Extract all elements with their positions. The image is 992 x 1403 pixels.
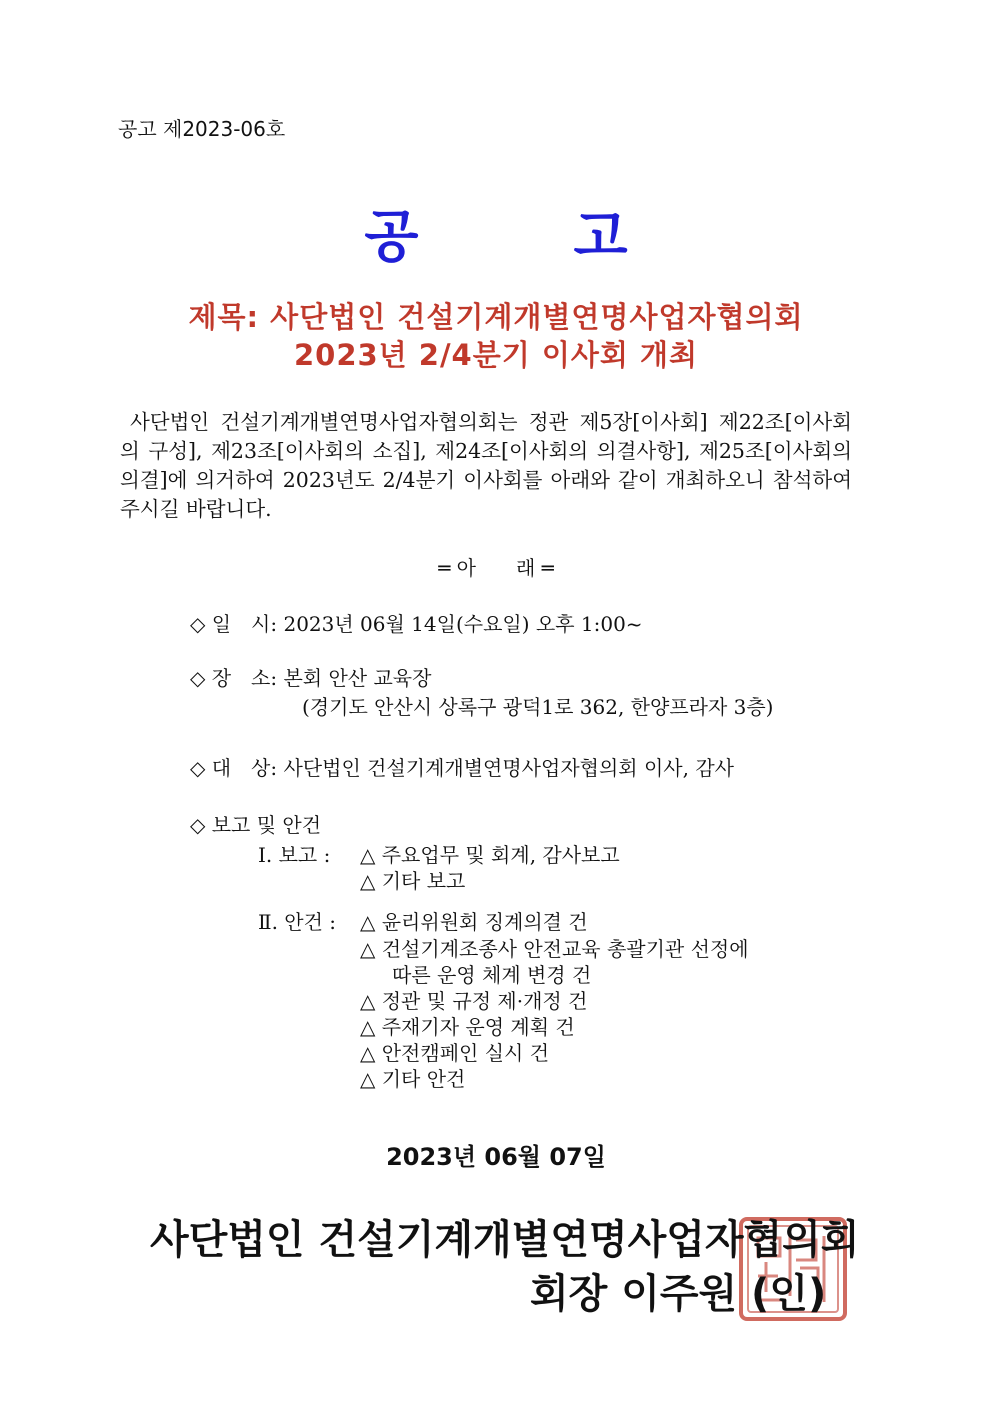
datetime-value: 2023년 06월 14일(수요일) 오후 1:00~ — [283, 612, 643, 636]
target-label: ◇ 대 상: — [190, 756, 278, 780]
subject-heading — [0, 298, 992, 374]
report-item: △ 기타 보고 — [360, 869, 466, 893]
agenda-heading: ◇ 보고 및 안건 — [190, 813, 322, 837]
place-label: ◇ 장 소: — [190, 666, 278, 690]
agenda-label: Ⅱ. 안건 : — [258, 910, 337, 934]
page-title — [0, 193, 992, 273]
place-address: (경기도 안산시 상록구 광덕1로 362, 한양프라자 3층) — [302, 695, 774, 719]
agenda-item: △ 안전캠페인 실시 건 — [360, 1041, 550, 1065]
chairman-signature: 회장 이주원 (인) — [530, 1271, 827, 1317]
subject-line-1: 제목: 사단법인 건설기계개별연명사업자협의회 — [188, 300, 804, 334]
agenda-item: △ 건설기계조종사 안전교육 총괄기관 선정에 — [360, 937, 749, 961]
report-label: Ⅰ. 보고 : — [258, 843, 331, 867]
datetime-item — [190, 611, 643, 637]
target-item — [190, 755, 734, 781]
agenda-item: △ 기타 안건 — [360, 1067, 466, 1091]
agenda-item: △ 윤리위원회 징계의결 건 — [360, 910, 588, 934]
place-item — [190, 665, 431, 691]
title-char-2: 고 — [573, 205, 628, 270]
agenda-item: △ 주재기자 운영 계획 건 — [360, 1015, 575, 1039]
place-value: 본회 안산 교육장 — [283, 666, 432, 690]
report-item: △ 주요업무 및 회계, 감사보고 — [360, 843, 620, 867]
notice-date: 2023년 06월 07일 — [386, 1143, 606, 1171]
body-paragraph: 사단법인 건설기계개별연명사업자협의회는 정관 제5장[이사회] 제22조[이사회의 구성], 제23조[이사회의 소집], 제24조[이사회의 의결사항], 제25조[이사회의 의결]에 의거하여 2023년도 2/4분기 이사회를 아래와 같이 개최하오니 참석하여 주시길 바랍니다. — [120, 410, 852, 521]
agenda-item: △ 정관 및 규정 제·개정 건 — [360, 989, 588, 1013]
agenda-item-continuation: 따른 운영 체계 변경 건 — [392, 963, 592, 987]
subject-line-2: 2023년 2/4분기 이사회 개최 — [293, 338, 699, 372]
target-value: 사단법인 건설기계개별연명사업자협의회 이사, 감사 — [283, 756, 734, 780]
organization-name: 사단법인 건설기계개별연명사업자협의회 — [150, 1217, 860, 1263]
document-number: 공고 제2023-06호 — [118, 117, 286, 141]
section-heading: ═ 아 래 ═ — [438, 556, 554, 580]
datetime-label: ◇ 일 시: — [190, 612, 278, 636]
title-char-1: 공 — [364, 205, 419, 270]
